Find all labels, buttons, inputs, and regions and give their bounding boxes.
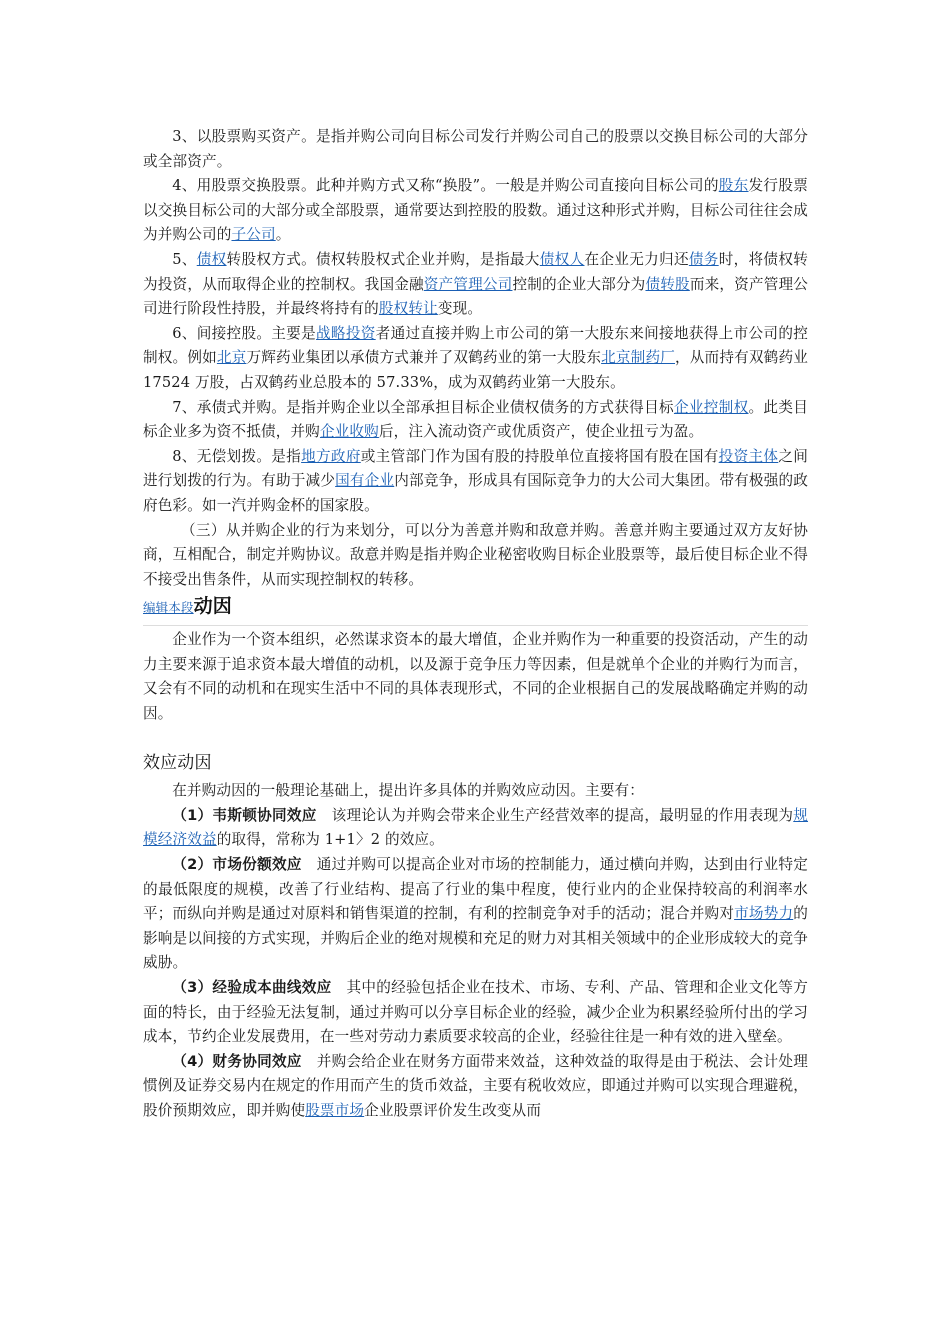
link-debt[interactable]: 债务 <box>688 250 719 268</box>
paragraph-indirect-control: 6、间接控股。主要是战略投资者通过直接并购上市公司的第一大股东来间接地获得上市公司的控制权。例如北京万辉药业集团以承债方式兼并了双鹤药业的第一大股东北京制药厂，从而持有双鹤药业 17524 万股，占双鹤药业总股本的 57.33%，成为双鹤药业第一大股东。 <box>143 324 808 391</box>
paragraph-debt-to-equity: 5、债权转股权方式。债权转股权式企业并购，是指最大债权人在企业无力归还债务时，将债权转为投资，从而取得企业的控制权。我国金融资产管理公司控制的企业大部分为债转股而来，资产管理公司进行阶段性持股，并最终将持有的股权转让变现。 <box>143 250 809 318</box>
link-local-government[interactable]: 地方政府 <box>301 447 361 465</box>
paragraph-motives-intro: 企业作为一个资本组织，必然谋求资本的最大增值，企业并购作为一种重要的投资活动，产生的动力主要来源于追求资本最大增值的动机，以及源于竞争压力等因素，但是就单个企业的并购行为而言，又会有不同的动机和在现实生活中不同的具体表现形式，不同的企业根据自己的发展战略确定并购的动因。 <box>143 631 808 723</box>
term-experience-curve: （3）经验成本曲线效应 <box>172 979 332 996</box>
link-subsidiary[interactable]: 子公司 <box>231 226 276 244</box>
link-economies-of-scale[interactable]: 规模经济效益 <box>143 806 809 849</box>
subsection-title-effects: 效应动因 <box>143 752 212 773</box>
paragraph-stock-for-stock: 4、用股票交换股票。此种并购方式又称“换股”。一般是并购公司直接向目标公司的股东发行股票以交换目标公司的大部分或全部股票，通常要达到控股的股数。通过这种形式并购，目标公司往往会成为并购公司的子公司。 <box>143 177 808 244</box>
link-shareholder[interactable]: 股东 <box>718 177 749 195</box>
link-acquisition[interactable]: 企业收购 <box>319 423 379 441</box>
paragraph-weston-synergy: （1）韦斯顿协同效应 该理论认为并购会带来企业生产经营效率的提高，最明显的作用表现为规模经济效益的取得，常称为 1+1〉2 的效应。 <box>143 806 809 849</box>
link-market-power[interactable]: 市场势力 <box>734 905 794 923</box>
link-creditor-rights[interactable]: 债权 <box>196 250 227 268</box>
edit-section-link[interactable]: 编辑本段 <box>143 600 194 616</box>
link-asset-management-company[interactable]: 资产管理公司 <box>423 275 513 293</box>
paragraph-market-share-effect: （2）市场份额效应 通过并购可以提高企业对市场的控制能力，通过横向并购，达到由行业特定的最低限度的规模，改善了行业结构、提高了行业的集中程度，使行业内的企业保持较高的利润率水平；而纵向并购是通过对原料和销售渠道的控制，有利的控制竞争对手的活动；混合并购对市场势力的影响是以间接的方式实现，并购后企业的绝对规模和充足的财力对其相关领域中的企业形成较大的竞争威胁。 <box>143 856 808 972</box>
link-beijing-pharma-factory[interactable]: 北京制药厂 <box>601 349 675 367</box>
link-state-owned-enterprise[interactable]: 国有企业 <box>335 472 395 490</box>
paragraph-experience-curve: （3）经验成本曲线效应 其中的经验包括企业在技术、市场、专利、产品、管理和企业文化等方面的特长，由于经验无法复制，通过并购可以分享目标企业的经验，减少企业为积累经验所付出的学习成本，节约企业发展费用，在一些对劳动力素质要求较高的企业，经验往往是一种有效的进入壁垒。 <box>143 979 808 1046</box>
link-debt-equity-swap[interactable]: 债转股 <box>645 275 690 293</box>
term-weston-synergy: （1）韦斯顿协同效应 <box>172 806 317 824</box>
link-corporate-control[interactable]: 企业控制权 <box>673 398 749 416</box>
term-market-share-effect: （2）市场份额效应 <box>172 856 302 874</box>
section-heading-motives <box>143 595 808 626</box>
link-investment-entity[interactable]: 投资主体 <box>718 447 779 465</box>
paragraph-debt-assumption: 7、承债式并购。是指并购企业以全部承担目标企业债权债务的方式获得目标企业控制权。此类目标企业多为资不抵债，并购企业收购后，注入流动资产或优质资产，使企业扭亏为盈。 <box>143 398 808 441</box>
paragraph-financial-synergy: （4）财务协同效应 并购会给企业在财务方面带来效益，这种效益的取得是由于税法、会计处理惯例及证券交易内在规定的作用而产生的货币效益，主要有税收效应，即通过并购可以实现合理避税，股价预期效应，即并购使股票市场企业股票评价发生改变从而 <box>143 1052 808 1119</box>
paragraph-free-transfer: 8、无偿划拨。是指地方政府或主管部门作为国有股的持股单位直接将国有股在国有投资主体之间进行划拨的行为。有助于减少国有企业内部竞争，形成具有国际竞争力的大公司大集团。带有极强的政府色彩。如一汽并购金杯的国家股。 <box>143 447 809 514</box>
document-page <box>143 125 808 1124</box>
term-financial-synergy: （4）财务协同效应 <box>172 1052 302 1070</box>
link-strategic-investment[interactable]: 战略投资 <box>316 324 376 342</box>
paragraph-stock-for-assets: 3、以股票购买资产。是指并购公司向目标公司发行并购公司自己的股票以交换目标公司的大部分或全部资产。 <box>143 128 808 170</box>
link-stock-market[interactable]: 股票市场 <box>305 1101 365 1119</box>
link-creditor[interactable]: 债权人 <box>539 250 585 268</box>
section-title: 动因 <box>193 595 232 618</box>
paragraph-effects-intro: 在并购动因的一般理论基础上，提出许多具体的并购效应动因。主要有： <box>172 782 644 800</box>
paragraph-friendly-hostile: （三）从并购企业的行为来划分，可以分为善意并购和敌意并购。善意并购主要通过双方友好协商，互相配合，制定并购协议。敌意并购是指并购企业秘密收购目标企业股票等，最后使目标企业不得不接受出售条件，从而实现控制权的转移。 <box>143 521 808 588</box>
link-equity-transfer[interactable]: 股权转让 <box>378 300 438 318</box>
link-beijing[interactable]: 北京 <box>216 349 247 367</box>
